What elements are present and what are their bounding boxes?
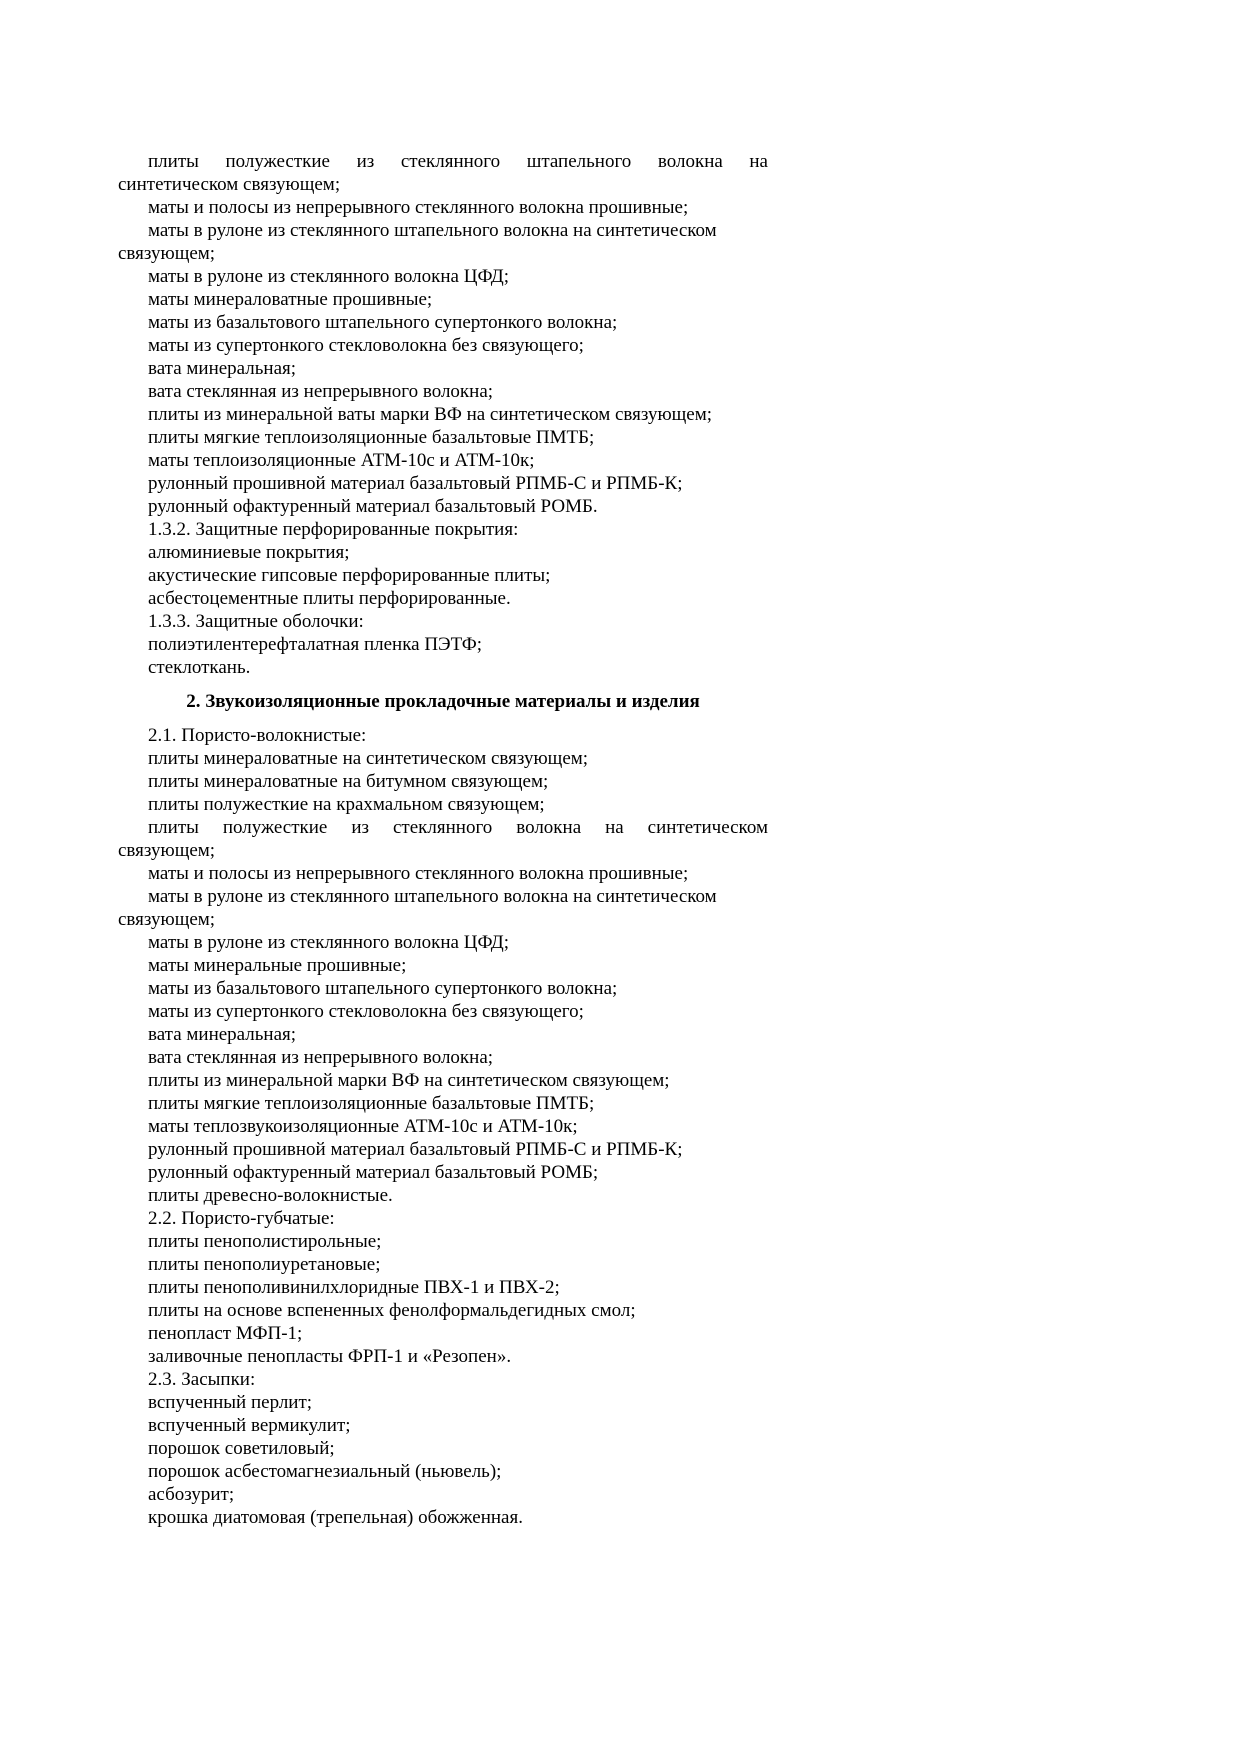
paragraph-line: плиты полужесткие из стеклянного волокна на синтетическом: [148, 817, 768, 838]
list-item: плиты из минеральной ваты марки ВФ на синтетическом связующем;: [148, 404, 713, 425]
list-item: плиты полужесткие на крахмальном связующем;: [148, 794, 545, 815]
list-item: маты и полосы из непрерывного стеклянного волокна прошивные;: [148, 197, 689, 218]
subsection-title: 2.3. Засыпки:: [148, 1369, 256, 1390]
list-item: плиты древесно-волокнистые.: [148, 1185, 393, 1206]
subsection-title: 2.2. Пористо-губчатые:: [148, 1208, 335, 1229]
subsection-title: 1.3.3. Защитные оболочки:: [148, 611, 364, 632]
list-item: вата стеклянная из непрерывного волокна;: [148, 381, 494, 402]
list-item: вата минеральная;: [148, 1024, 297, 1045]
list-item: плиты мягкие теплоизоляционные базальтовые ПМТБ;: [148, 427, 595, 448]
list-item: асбестоцементные плиты перфорированные.: [148, 588, 511, 609]
paragraph-line: связующем;: [118, 243, 216, 264]
paragraph-line: плиты полужесткие из стеклянного штапельного волокна на: [148, 151, 768, 172]
list-item: рулонный офактуренный материал базальтовый РОМБ.: [148, 496, 598, 517]
list-item: вата стеклянная из непрерывного волокна;: [148, 1047, 494, 1068]
list-item: плиты минераловатные на синтетическом связующем;: [148, 748, 589, 769]
list-item: рулонный офактуренный материал базальтовый РОМБ;: [148, 1162, 599, 1183]
list-item: маты и полосы из непрерывного стеклянного волокна прошивные;: [148, 863, 689, 884]
list-item: маты из супертонкого стекловолокна без связующего;: [148, 1001, 584, 1022]
paragraph-line: маты в рулоне из стеклянного штапельного волокна на синтетическом: [148, 220, 717, 241]
list-item: заливочные пенопласты ФРП-1 и «Резопен».: [148, 1346, 512, 1367]
list-item: плиты на основе вспененных фенолформальдегидных смол;: [148, 1300, 636, 1321]
section-heading: 2. Звукоизоляционные прокладочные материалы и изделия: [186, 691, 700, 712]
list-item: пенопласт МФП-1;: [148, 1323, 303, 1344]
paragraph-line: связующем;: [118, 840, 216, 861]
list-item: плиты пенополистирольные;: [148, 1231, 382, 1252]
list-item: плиты пенополиуретановые;: [148, 1254, 381, 1275]
list-item: порошок асбестомагнезиальный (ньювель);: [148, 1461, 502, 1482]
list-item: плиты из минеральной марки ВФ на синтетическом связующем;: [148, 1070, 670, 1091]
list-item: маты в рулоне из стеклянного волокна ЦФД;: [148, 932, 510, 953]
list-item: маты минеральные прошивные;: [148, 955, 407, 976]
list-item: вспученный перлит;: [148, 1392, 313, 1413]
list-item: полиэтилентерефталатная пленка ПЭТФ;: [148, 634, 483, 655]
list-item: алюминиевые покрытия;: [148, 542, 350, 563]
section2: [118, 724, 768, 1529]
list-item: стеклоткань.: [148, 657, 251, 678]
list-item: маты теплозвукоизоляционные АТМ-10с и АТМ-10к;: [148, 1116, 578, 1137]
section1-continued: [118, 150, 768, 679]
list-item: крошка диатомовая (трепельная) обожженная.: [148, 1507, 523, 1528]
list-item: акустические гипсовые перфорированные плиты;: [148, 565, 551, 586]
paragraph-line: связующем;: [118, 909, 216, 930]
subsection-title: 1.3.2. Защитные перфорированные покрытия:: [148, 519, 519, 540]
list-item: маты минераловатные прошивные;: [148, 289, 433, 310]
paragraph-line: маты в рулоне из стеклянного штапельного волокна на синтетическом: [148, 886, 717, 907]
list-item: вспученный вермикулит;: [148, 1415, 351, 1436]
list-item: асбозурит;: [148, 1484, 235, 1505]
list-item: маты из супертонкого стекловолокна без связующего;: [148, 335, 584, 356]
document-body: [118, 150, 768, 1529]
paragraph-line: синтетическом связующем;: [118, 174, 341, 195]
list-item: плиты минераловатные на битумном связующем;: [148, 771, 549, 792]
list-item: маты из базальтового штапельного супертонкого волокна;: [148, 312, 618, 333]
list-item: плиты пенополивинилхлоридные ПВХ-1 и ПВХ-2;: [148, 1277, 560, 1298]
list-item: плиты мягкие теплоизоляционные базальтовые ПМТБ;: [148, 1093, 595, 1114]
list-item: маты в рулоне из стеклянного волокна ЦФД;: [148, 266, 510, 287]
list-item: рулонный прошивной материал базальтовый РПМБ-С и РПМБ-К;: [148, 473, 683, 494]
list-item: маты из базальтового штапельного супертонкого волокна;: [148, 978, 618, 999]
list-item: вата минеральная;: [148, 358, 297, 379]
list-item: рулонный прошивной материал базальтовый РПМБ-С и РПМБ-К;: [148, 1139, 683, 1160]
list-item: маты теплоизоляционные АТМ-10с и АТМ-10к;: [148, 450, 535, 471]
list-item: порошок советиловый;: [148, 1438, 335, 1459]
subsection-title: 2.1. Пористо-волокнистые:: [148, 725, 367, 746]
